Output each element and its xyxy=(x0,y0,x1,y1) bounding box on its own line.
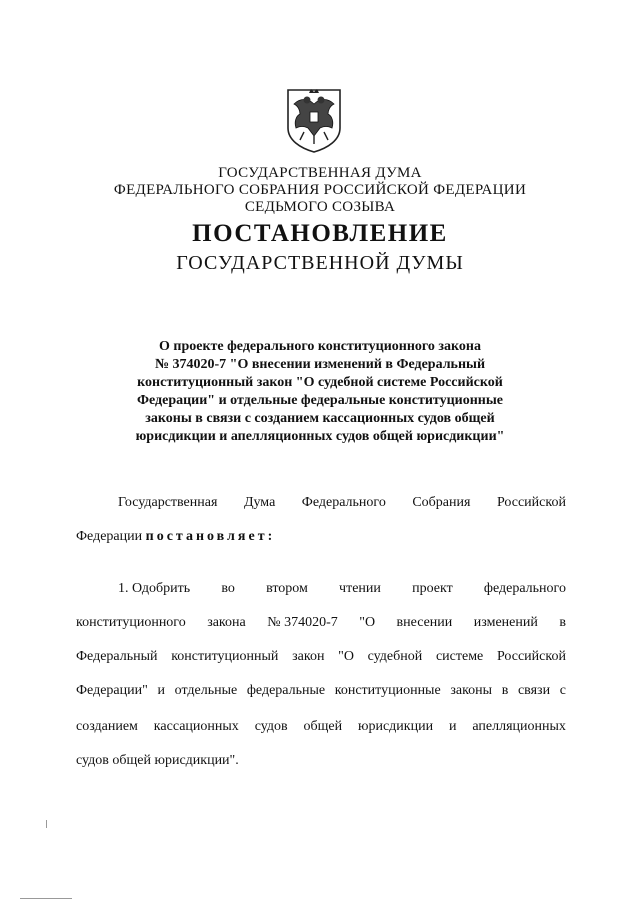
word: связи xyxy=(517,683,551,698)
word: чтении xyxy=(339,581,381,596)
word: проект xyxy=(412,581,453,596)
coat-of-arms-icon xyxy=(282,84,346,154)
word: с xyxy=(559,683,566,698)
scan-artifact xyxy=(20,898,72,899)
header-line-convocation: СЕДЬМОГО СОЗЫВА xyxy=(244,199,396,215)
item1-line xyxy=(76,718,566,736)
word: общей xyxy=(303,719,343,734)
item1-line: судов общей юрисдикции". xyxy=(76,753,239,768)
decides-word: постановляет: xyxy=(145,529,276,544)
word: кассационных xyxy=(153,719,239,734)
word: внесении xyxy=(396,615,453,630)
word: созданием xyxy=(76,719,138,734)
word: конституционные xyxy=(334,683,441,698)
document-title: ПОСТАНОВЛЕНИЕ xyxy=(192,220,448,247)
word: Федерации" xyxy=(76,683,148,698)
word: изменений xyxy=(473,615,538,630)
header-line-assembly: ФЕДЕРАЛЬНОГО СОБРАНИЯ РОССИЙСКОЙ ФЕДЕРАЦИИ xyxy=(113,182,527,198)
item1-line xyxy=(76,614,566,632)
word: судебной xyxy=(367,649,423,664)
word: Федеральный xyxy=(76,649,158,664)
word: Российской xyxy=(496,649,566,664)
word: "О xyxy=(338,649,354,664)
document-subtitle: ГОСУДАРСТВЕННОЙ ДУМЫ xyxy=(176,252,464,274)
word: Российской xyxy=(496,495,566,510)
word: судов xyxy=(254,719,288,734)
word: и xyxy=(157,683,165,698)
subject-line: конституционный закон "О судебной системе Российской xyxy=(137,375,503,390)
subject-line: № 374020-7 "О внесении изменений в Федеральный xyxy=(154,357,486,372)
word: юрисдикции xyxy=(358,719,434,734)
word: конституционный xyxy=(171,649,279,664)
word: конституционного xyxy=(76,615,186,630)
word: в xyxy=(559,615,566,630)
scan-artifact xyxy=(46,820,47,828)
preamble-line xyxy=(118,494,566,512)
word: системе xyxy=(435,649,484,664)
word: отдельные xyxy=(174,683,238,698)
word: во xyxy=(221,581,235,596)
subject-line: законы в связи с созданием кассационных судов общей xyxy=(145,411,495,426)
resolution-subject xyxy=(110,338,530,446)
word: Собрания xyxy=(412,495,471,510)
header-line-duma: ГОСУДАРСТВЕННАЯ ДУМА xyxy=(218,165,422,181)
item1-line xyxy=(118,580,566,598)
word: Федерального xyxy=(301,495,386,510)
word: в xyxy=(501,683,509,698)
word: и xyxy=(448,719,457,734)
word: Дума xyxy=(243,495,276,510)
preamble-line xyxy=(76,528,566,546)
subject-line: О проекте федерального конституционного закона xyxy=(158,339,481,354)
preamble-federation: Федерации xyxy=(76,529,143,544)
word: закон xyxy=(292,649,325,664)
subject-line: юрисдикции и апелляционных судов общей юрисдикции" xyxy=(135,429,505,444)
word: 1. Одобрить xyxy=(118,581,191,596)
word: апелляционных xyxy=(472,719,566,734)
word: федеральные xyxy=(246,683,326,698)
item1-line xyxy=(76,682,566,700)
word: Государственная xyxy=(118,495,218,510)
word: законы xyxy=(450,683,493,698)
subject-line: Федерации" и отдельные федеральные конституционные xyxy=(136,393,504,408)
word: "О xyxy=(359,615,376,630)
word: федерального xyxy=(483,581,566,596)
item1-line xyxy=(76,648,566,666)
word: № 374020-7 xyxy=(267,615,338,630)
word: закона xyxy=(207,615,246,630)
word: втором xyxy=(266,581,308,596)
